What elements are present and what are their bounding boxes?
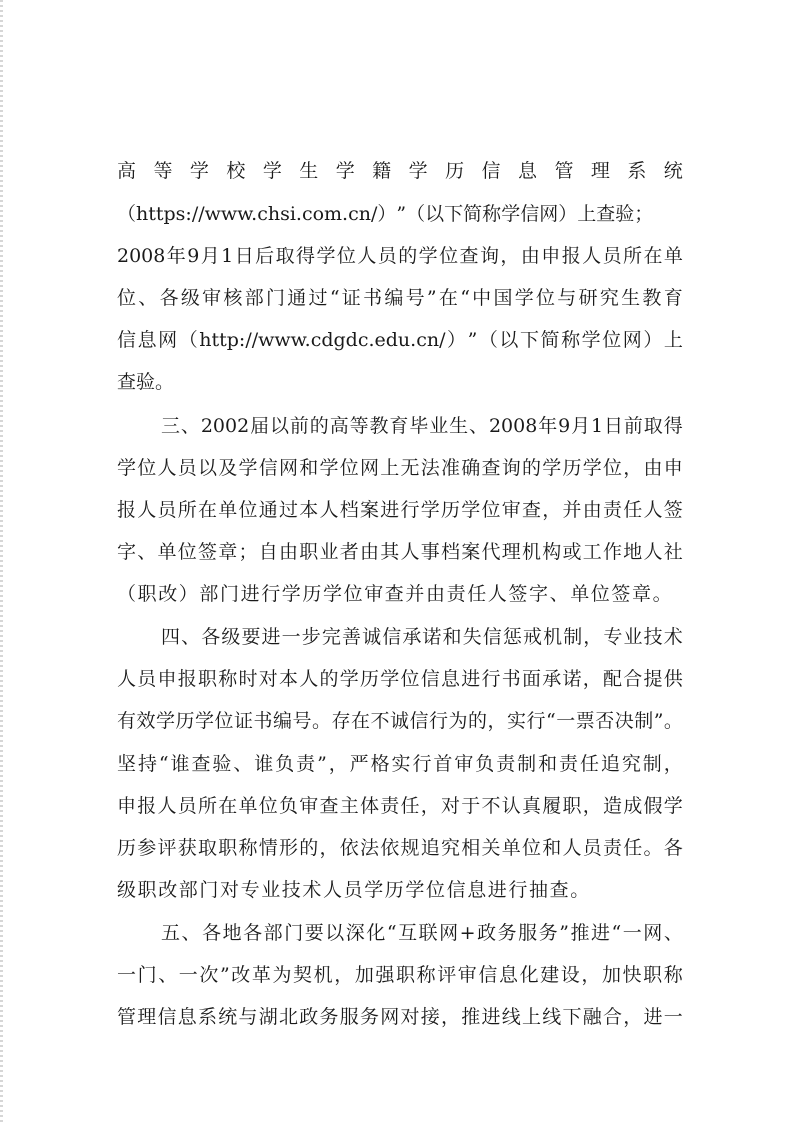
text-line: 人 员 申 报 职 称 时 对 本 人 的 学 历 学 位 信 息 进 行 书 面 承 诺 ， 配 合 提 供 xyxy=(117,668,683,690)
text-line: 位 、 各 级 审 核 部 门 通 过 “ 证 书 编 号 ” 在 “ 中 国 学 位 与 研 究 生 教 育 xyxy=(117,287,683,309)
paragraph-5-first-line: 五 、 各 地 各 部 门 要 以 深 化 “ 互 联 网 + 政 务 服 务 ” 推 进 “ 一 网 、 xyxy=(161,922,683,944)
text-line: 申 报 人 员 所 在 单 位 负 审 查 主 体 责 任 ， 对 于 不 认 真 履 职 ， 造 成 假 学 xyxy=(117,795,683,817)
text-line: 信 息 网 （ http://www.cdgdc.edu.cn/ ） ” （ 以 下 简 称 学 位 网 ） 上 xyxy=(117,329,683,351)
paragraph-3-first-line: 三 、 2002 届 以 前 的 高 等 教 育 毕 业 生 、 2008 年 9 月 1 日 前 取 得 xyxy=(161,415,683,437)
text-line: 学 位 人 员 以 及 学 信 网 和 学 位 网 上 无 法 准 确 查 询 的 学 历 学 位 ， 由 申 xyxy=(117,457,683,479)
text-line: 2008 年 9 月 1 日 后 取 得 学 位 人 员 的 学 位 查 询 ， 由 申 报 人 员 所 在 单 xyxy=(117,245,683,267)
text-line: 坚 持 “ 谁 查 验 、 谁 负 责 ” ， 严 格 实 行 首 审 负 责 制 和 责 任 追 究 制 ， xyxy=(117,753,683,775)
text-line: （ https://www.chsi.com.cn/ ） ” （ 以 下 简 称 学 信 网 ） 上 查 验 ； xyxy=(117,203,654,225)
text-line: 历 参 评 获 取 职 称 情 形 的 ， 依 法 依 规 追 究 相 关 单 位 和 人 员 责 任 。 各 xyxy=(117,837,683,859)
text-line: 级职改部门对专业技术人员学历学位信息进行抽查。 xyxy=(117,879,591,901)
text-line: 报 人 员 所 在 单 位 通 过 本 人 档 案 进 行 学 历 学 位 审 查 ， 并 由 责 任 人 签 xyxy=(117,499,683,521)
text-line: 字 、 单 位 签 章 ； 自 由 职 业 者 由 其 人 事 档 案 代 理 机 构 或 工 作 地 人 社 xyxy=(117,541,683,563)
text-line: 管 理 信 息 系 统 与 湖 北 政 务 服 务 网 对 接 ， 推 进 线 上 线 下 融 合 ， 进 一 xyxy=(117,1006,683,1028)
text-line: 有 效 学 历 学 位 证 书 编 号 。 存 在 不 诚 信 行 为 的 ， 实 行 “ 一 票 否 决 制 ” 。 xyxy=(117,710,683,732)
text-line: 高 等 学 校 学 生 学 籍 学 历 信 息 管 理 系 统 xyxy=(117,160,683,182)
paragraph-4-first-line: 四 、 各 级 要 进 一 步 完 善 诚 信 承 诺 和 失 信 惩 戒 机 制 ， 专 业 技 术 xyxy=(161,626,683,648)
text-line: 一 门 、 一 次 ” 改 革 为 契 机 ， 加 强 职 称 评 审 信 息 化 建 设 ， 加 快 职 称 xyxy=(117,964,683,986)
text-line: 查验。 xyxy=(117,371,175,393)
text-line: （职改）部门进行学历学位审查并由责任人签字、单位签章。 xyxy=(117,583,674,605)
